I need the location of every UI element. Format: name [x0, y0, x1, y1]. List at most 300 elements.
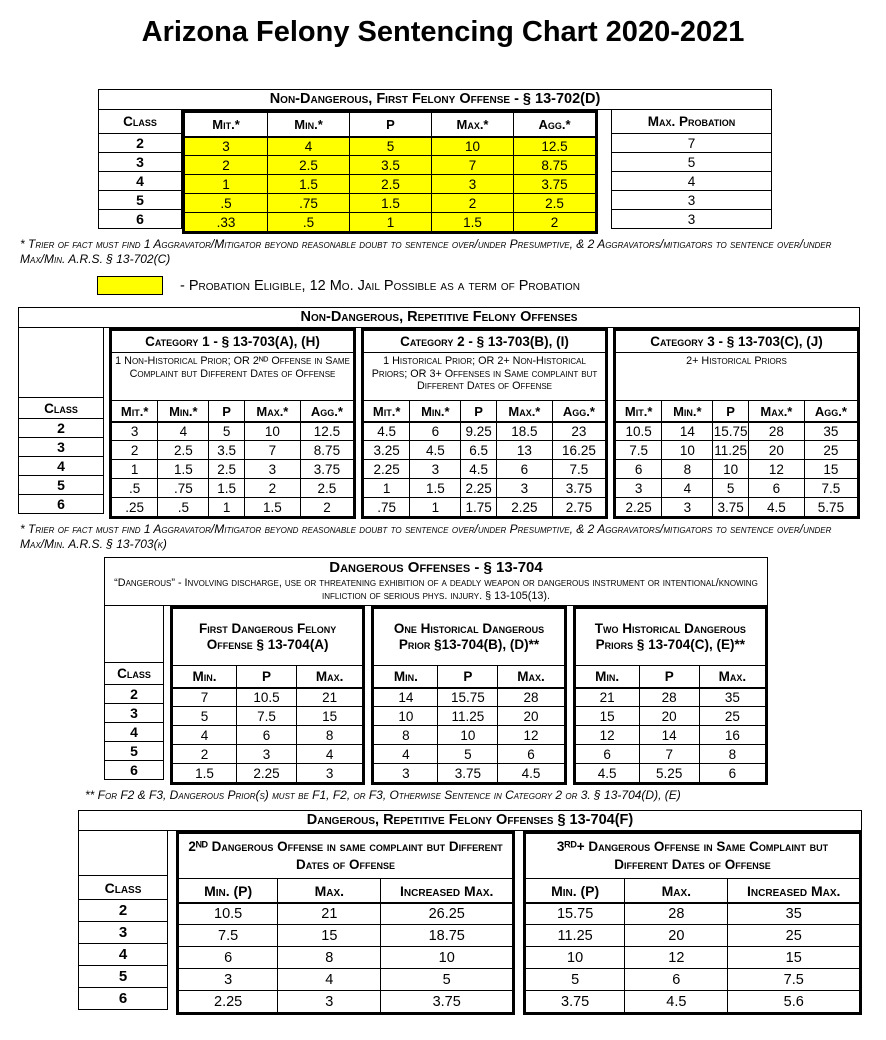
- table1-gap: [598, 110, 611, 234]
- value-cell: 4: [200, 727, 209, 743]
- third-plus-dangerous-offense-block: [523, 831, 862, 1015]
- section-2-title: One Historical Dangerous Prior §13-704(B), (D)**: [393, 621, 545, 652]
- section-2-data-rows: [374, 687, 563, 782]
- table-dangerous-offenses: [104, 557, 768, 785]
- value-cell: 2.25: [373, 461, 400, 477]
- class-cell: 4: [99, 171, 181, 190]
- value-cell: 7: [639, 745, 699, 763]
- value-cell: 2.5: [349, 175, 431, 193]
- value-cell: 1: [208, 498, 243, 516]
- value-cell: 28: [624, 904, 727, 924]
- value-cell: 4: [402, 746, 410, 762]
- table-row: [185, 136, 595, 155]
- value-cell: 1.5: [267, 175, 349, 193]
- value-cell: 2.5: [157, 441, 208, 459]
- value-cell: 6: [699, 764, 765, 782]
- value-cell: 1.5: [244, 498, 300, 516]
- value-cell: .5: [220, 195, 232, 211]
- column-header: Min.: [393, 669, 418, 684]
- probation-column-header: Max. Probation: [647, 114, 736, 129]
- table3-footnote: ** For F2 & F3, Dangerous Prior(s) must be F1, F2, or F3, Otherwise Sentence in Category 2 or 3. § 13-704(D), (E): [85, 788, 681, 802]
- value-cell: 6.5: [460, 441, 495, 459]
- value-cell: 4: [661, 479, 712, 497]
- value-cell: .33: [216, 214, 236, 230]
- value-cell: 20: [624, 925, 727, 946]
- class-cell: 6: [19, 494, 103, 513]
- value-cell: 10: [244, 423, 300, 440]
- table-row: [179, 968, 512, 990]
- table-row: [576, 706, 765, 725]
- category-1-title: Category 1 - § 13-703(A), (H): [145, 334, 320, 349]
- column-header: Min.: [192, 669, 217, 684]
- column-header: Max.*: [496, 401, 552, 421]
- first-dangerous-offense-block: [170, 606, 365, 785]
- class-cell: 3: [105, 703, 163, 722]
- category-2-title: Category 2 - § 13-703(B), (I): [400, 334, 569, 349]
- table-row: [576, 687, 765, 706]
- yellow-highlight-swatch: [97, 276, 163, 295]
- value-cell: 2.5: [300, 479, 353, 497]
- category-3-description: 2+ Historical Priors: [616, 352, 857, 400]
- column-header: P: [639, 666, 699, 687]
- value-cell: 15.75: [556, 906, 594, 922]
- table-row: [173, 687, 362, 706]
- value-cell: 1.5: [195, 765, 214, 781]
- column-header: Max.: [699, 666, 765, 687]
- table4-class-column: [78, 831, 168, 1010]
- table-row: [179, 902, 512, 924]
- category-1-column-headers: [112, 400, 353, 421]
- table3-title-box: [104, 557, 768, 606]
- class-cell: 4: [79, 943, 167, 965]
- section-3-data-rows: [576, 687, 765, 782]
- column-header: Max.*: [244, 401, 300, 421]
- table-non-dangerous-first-offense: [98, 89, 772, 234]
- table-row: [374, 706, 563, 725]
- value-cell: 1.5: [409, 479, 460, 497]
- value-cell: 7: [431, 156, 513, 174]
- table2-title: Non-Dangerous, Repetitive Felony Offenses: [18, 307, 860, 328]
- value-cell: 15: [296, 707, 362, 725]
- value-cell: 3: [224, 971, 233, 988]
- value-cell: 7: [200, 690, 209, 705]
- table-row: [185, 155, 595, 174]
- value-cell: 10: [398, 708, 414, 724]
- value-cell: 3.75: [437, 764, 497, 782]
- value-cell: 16: [699, 726, 765, 744]
- value-cell: 35: [699, 689, 765, 706]
- value-cell: 3: [277, 991, 380, 1012]
- column-header: Agg.*: [300, 401, 353, 421]
- value-cell: 2.25: [496, 498, 552, 516]
- class-cell: 2: [99, 133, 181, 152]
- value-cell: 11.25: [557, 927, 593, 944]
- value-cell: 12: [599, 727, 615, 743]
- table-row: [616, 440, 857, 459]
- class-column-header: Class: [105, 662, 163, 684]
- table-row: [526, 924, 859, 946]
- value-cell: 14: [661, 423, 712, 440]
- two-historical-priors-block: [573, 606, 768, 785]
- table-row: [179, 924, 512, 946]
- table1-sentence-block: [182, 110, 598, 234]
- table-row: [112, 459, 353, 478]
- category-3-data-rows: [616, 421, 857, 516]
- value-cell: 2.5: [267, 156, 349, 174]
- value-cell: 7.5: [552, 460, 605, 478]
- value-cell: 2.75: [552, 498, 605, 516]
- page-title: Arizona Felony Sentencing Chart 2020-2021: [141, 16, 745, 48]
- value-cell: 15: [727, 947, 859, 968]
- section-1-column-headers: [179, 878, 512, 902]
- table-row: [364, 497, 605, 516]
- table2-footnote: * Trier of fact must find 1 Aggravator/Mitigator beyond reasonable doubt to sentence over/under Presumptive, & 2 Aggravators/mitigators to sentence over/under Max/Min. A.R.S. § 13-703(k): [20, 522, 832, 551]
- category-3-column-headers: [616, 400, 857, 421]
- value-cell: 7: [244, 441, 300, 459]
- value-cell: 3.75: [513, 175, 595, 193]
- value-cell: 1: [409, 498, 460, 516]
- value-cell: 25: [804, 441, 857, 459]
- value-cell: 26.25: [380, 904, 512, 924]
- value-cell: 4: [296, 745, 362, 763]
- table-row: [112, 478, 353, 497]
- value-cell: 6: [497, 745, 563, 763]
- table-non-dangerous-repetitive: [18, 307, 860, 519]
- class-cell: 5: [99, 190, 181, 209]
- value-cell: 10: [380, 947, 512, 968]
- value-cell: .75: [267, 194, 349, 212]
- column-header: Max.: [497, 666, 563, 687]
- probation-cell: 3: [612, 209, 771, 228]
- table-row: [173, 725, 362, 744]
- value-cell: 11.25: [437, 707, 497, 725]
- class-column-spacer: [79, 831, 167, 875]
- class-cell: 4: [19, 456, 103, 475]
- class-column-header: Class: [19, 397, 103, 418]
- table1-data-rows: [185, 136, 595, 231]
- value-cell: 2.25: [214, 993, 243, 1010]
- value-cell: 7.5: [727, 969, 859, 990]
- value-cell: 10: [437, 726, 497, 744]
- section-2-column-headers: [526, 878, 859, 902]
- value-cell: 1: [222, 176, 230, 192]
- value-cell: 13: [496, 441, 552, 459]
- value-cell: 3.75: [561, 993, 590, 1010]
- value-cell: 10: [567, 949, 584, 966]
- value-cell: 20: [748, 441, 804, 459]
- table-row: [616, 459, 857, 478]
- table3-class-column: [104, 606, 164, 780]
- value-cell: 2: [200, 746, 209, 762]
- value-cell: .5: [129, 480, 141, 496]
- table3-subtitle: “Dangerous” - Involving discharge, use or threatening exhibition of a deadly weapon or dangerous instrument or intentional/knowing infliction of serious phys. injury. § 13-105(13).: [114, 577, 758, 602]
- value-cell: 2: [431, 194, 513, 212]
- value-cell: 8.75: [513, 156, 595, 174]
- value-cell: 4.5: [597, 765, 617, 781]
- column-header: Increased Max.: [727, 879, 859, 902]
- category-2-description: 1 Historical Prior; OR 2+ Non-Historical Priors; OR 3+ Offenses in Same complaint but Different Dates of Offense: [364, 352, 605, 400]
- value-cell: 10: [431, 138, 513, 155]
- probation-cell: 4: [612, 171, 771, 190]
- column-header: Mit.*: [372, 403, 401, 419]
- value-cell: 8.75: [300, 441, 353, 459]
- value-cell: 20: [639, 707, 699, 725]
- column-header: Min.*: [409, 401, 460, 421]
- value-cell: 7.5: [218, 927, 239, 944]
- table4-gap: [168, 831, 176, 1015]
- category-1-description: 1 Non-Historical Prior; OR 2ᴺᴰ Offense in Same Complaint but Different Dates of Offense: [112, 352, 353, 400]
- table-row: [179, 990, 512, 1012]
- value-cell: 15.75: [713, 424, 748, 439]
- value-cell: 3.5: [208, 441, 243, 459]
- value-cell: 15: [599, 708, 615, 724]
- value-cell: 3: [244, 460, 300, 478]
- value-cell: 5: [571, 971, 580, 988]
- section-1-data-rows: [179, 902, 512, 1012]
- table3-title: Dangerous Offenses - § 13-704: [329, 559, 543, 576]
- probation-cell: 5: [612, 152, 771, 171]
- value-cell: .5: [157, 498, 208, 516]
- value-cell: 3.5: [349, 156, 431, 174]
- value-cell: 15: [804, 460, 857, 478]
- value-cell: 4.5: [497, 764, 563, 782]
- value-cell: 10: [712, 460, 747, 478]
- column-header: P: [236, 666, 296, 687]
- value-cell: 3: [236, 745, 296, 763]
- table-row: [112, 440, 353, 459]
- value-cell: .75: [157, 479, 208, 497]
- value-cell: 1: [349, 213, 431, 231]
- column-header: Min.*: [661, 401, 712, 421]
- column-header: P: [349, 113, 431, 136]
- value-cell: 35: [804, 423, 857, 440]
- class-cell: 2: [105, 684, 163, 703]
- class-cell: 5: [105, 741, 163, 760]
- table-row: [179, 946, 512, 968]
- value-cell: 6: [409, 423, 460, 440]
- probation-cell: 7: [612, 133, 771, 152]
- value-cell: 14: [398, 690, 414, 705]
- value-cell: 3.75: [300, 460, 353, 478]
- value-cell: 2.5: [208, 460, 243, 478]
- value-cell: 4.5: [409, 441, 460, 459]
- value-cell: 3: [222, 139, 230, 154]
- class-column-header: Class: [123, 114, 157, 129]
- class-column-header: Class: [79, 875, 167, 899]
- value-cell: 2: [244, 479, 300, 497]
- category-3-title: Category 3 - § 13-703(C), (J): [650, 334, 823, 349]
- table1-class-values: [99, 133, 181, 228]
- column-header: Agg.*: [513, 113, 595, 136]
- one-historical-prior-block: [371, 606, 566, 785]
- section-1-column-headers: [173, 665, 362, 687]
- value-cell: .75: [377, 499, 397, 515]
- table-row: [616, 421, 857, 440]
- table-row: [185, 212, 595, 231]
- value-cell: 28: [639, 689, 699, 706]
- value-cell: 3.75: [380, 991, 512, 1012]
- value-cell: 18.5: [496, 423, 552, 440]
- value-cell: 1: [130, 461, 139, 477]
- value-cell: 28: [748, 423, 804, 440]
- value-cell: 3: [496, 479, 552, 497]
- column-header: Min. (P): [551, 882, 600, 899]
- value-cell: 20: [497, 707, 563, 725]
- value-cell: 2.25: [625, 499, 652, 515]
- class-cell: 3: [99, 152, 181, 171]
- table2-class-column: [18, 328, 104, 514]
- value-cell: 3: [634, 480, 643, 496]
- table-row: [576, 744, 765, 763]
- value-cell: 5: [208, 423, 243, 440]
- value-cell: 12: [748, 460, 804, 478]
- column-header: Increased Max.: [380, 879, 512, 902]
- class-cell: 2: [19, 418, 103, 437]
- section-1-title: 2ᴺᴰ Dangerous Offense in same complaint but Different Dates of Offense: [188, 839, 503, 872]
- category-1-data-rows: [112, 421, 353, 516]
- value-cell: 5: [437, 745, 497, 763]
- value-cell: 4: [267, 138, 349, 155]
- section-3-column-headers: [576, 665, 765, 687]
- value-cell: 6: [236, 726, 296, 744]
- column-header: Max.*: [748, 401, 804, 421]
- table-row: [173, 744, 362, 763]
- value-cell: 7.5: [236, 707, 296, 725]
- value-cell: 1.5: [431, 213, 513, 231]
- value-cell: 5: [712, 479, 747, 497]
- value-cell: 10: [661, 441, 712, 459]
- value-cell: 4: [157, 423, 208, 440]
- column-header: Agg.*: [552, 401, 605, 421]
- category-1-block: [109, 328, 356, 519]
- value-cell: 15: [277, 925, 380, 946]
- value-cell: 6: [603, 746, 611, 762]
- value-cell: 21: [277, 904, 380, 924]
- category-2-data-rows: [364, 421, 605, 516]
- value-cell: 6: [624, 969, 727, 990]
- table-row: [374, 744, 563, 763]
- section-1-data-rows: [173, 687, 362, 782]
- value-cell: 12: [624, 947, 727, 968]
- value-cell: 12: [497, 726, 563, 744]
- value-cell: 6: [748, 479, 804, 497]
- class-cell: 6: [79, 987, 167, 1009]
- value-cell: 8: [296, 726, 362, 744]
- table-row: [185, 193, 595, 212]
- table-row: [112, 497, 353, 516]
- legend-label: - Probation Eligible, 12 Mo. Jail Possible as a term of Probation: [180, 277, 580, 294]
- value-cell: 5: [349, 138, 431, 155]
- value-cell: 1: [382, 480, 391, 496]
- value-cell: 35: [727, 904, 859, 924]
- value-cell: 10.5: [236, 689, 296, 706]
- value-cell: 5.75: [804, 498, 857, 516]
- value-cell: 25: [699, 707, 765, 725]
- value-cell: 3: [130, 424, 139, 439]
- value-cell: 8: [661, 460, 712, 478]
- value-cell: 16.25: [552, 441, 605, 459]
- category-3-block: [613, 328, 860, 519]
- value-cell: 7.5: [804, 479, 857, 497]
- table1-footnote: * Trier of fact must find 1 Aggravator/Mitigator beyond reasonable doubt to sentence over/under Presumptive, & 2 Aggravators/mitigators to sentence over/under Max/Min. A.R.S. § 13-702(C): [20, 237, 832, 266]
- value-cell: 6: [634, 461, 643, 477]
- value-cell: 4.5: [377, 424, 397, 439]
- value-cell: 4: [277, 969, 380, 990]
- table1-column-header-row: [185, 113, 595, 136]
- value-cell: 1.5: [208, 479, 243, 497]
- table-row: [364, 478, 605, 497]
- table-row: [173, 706, 362, 725]
- table4-title: Dangerous, Repetitive Felony Offenses § 13-704(F): [78, 810, 862, 831]
- class-cell: 5: [79, 965, 167, 987]
- table-row: [616, 497, 857, 516]
- value-cell: 8: [402, 727, 410, 743]
- section-1-title: First Dangerous Felony Offense § 13-704(A): [199, 621, 337, 652]
- value-cell: 8: [277, 947, 380, 968]
- value-cell: 12.5: [513, 138, 595, 155]
- column-header: Agg.*: [804, 401, 857, 421]
- value-cell: 1.5: [349, 194, 431, 212]
- section-2-data-rows: [526, 902, 859, 1012]
- class-cell: 2: [79, 899, 167, 921]
- column-header: Max.*: [431, 113, 513, 136]
- value-cell: 2: [222, 157, 230, 173]
- value-cell: 2: [513, 213, 595, 231]
- column-header: Max.: [624, 879, 727, 902]
- class-cell: 3: [79, 921, 167, 943]
- value-cell: 4.5: [748, 498, 804, 516]
- table-row: [576, 725, 765, 744]
- column-header: Min.*: [157, 401, 208, 421]
- value-cell: 3.25: [373, 442, 400, 458]
- second-dangerous-offense-block: [176, 831, 515, 1015]
- value-cell: 10.5: [214, 906, 243, 922]
- section-3-title: Two Historical Dangerous Priors § 13-704(C), (E)**: [594, 621, 746, 652]
- table-row: [526, 946, 859, 968]
- table1-title: Non-Dangerous, First Felony Offense - § 13-702(D): [98, 89, 772, 110]
- table-row: [526, 968, 859, 990]
- value-cell: 1.5: [157, 460, 208, 478]
- section-2-title: 3ᴿᴰ+ Dangerous Offense in Same Complaint but Different Dates of Offense: [556, 839, 829, 872]
- value-cell: 21: [599, 690, 615, 705]
- value-cell: 3: [661, 498, 712, 516]
- section-2-column-headers: [374, 665, 563, 687]
- value-cell: 6: [224, 949, 233, 966]
- column-header: Min.: [595, 669, 620, 684]
- column-header: Min.*: [267, 113, 349, 136]
- probation-legend: [97, 276, 886, 295]
- table1-probation-column: [611, 110, 772, 229]
- table-row: [374, 687, 563, 706]
- value-cell: .5: [267, 213, 349, 231]
- column-header: Min. (P): [204, 882, 253, 899]
- value-cell: 2.5: [513, 194, 595, 212]
- value-cell: 2: [300, 498, 353, 516]
- value-cell: 1.75: [460, 498, 495, 516]
- class-cell: 6: [99, 209, 181, 228]
- value-cell: 2: [130, 442, 139, 458]
- table-row: [576, 763, 765, 782]
- table-row: [364, 440, 605, 459]
- value-cell: 2.25: [460, 479, 495, 497]
- column-header: Max.: [277, 879, 380, 902]
- table1-probation-values: [612, 133, 771, 228]
- table1-class-column: [98, 110, 182, 229]
- value-cell: 2.25: [236, 764, 296, 782]
- value-cell: 5.25: [639, 764, 699, 782]
- table-row: [374, 763, 563, 782]
- value-cell: 3: [296, 764, 362, 782]
